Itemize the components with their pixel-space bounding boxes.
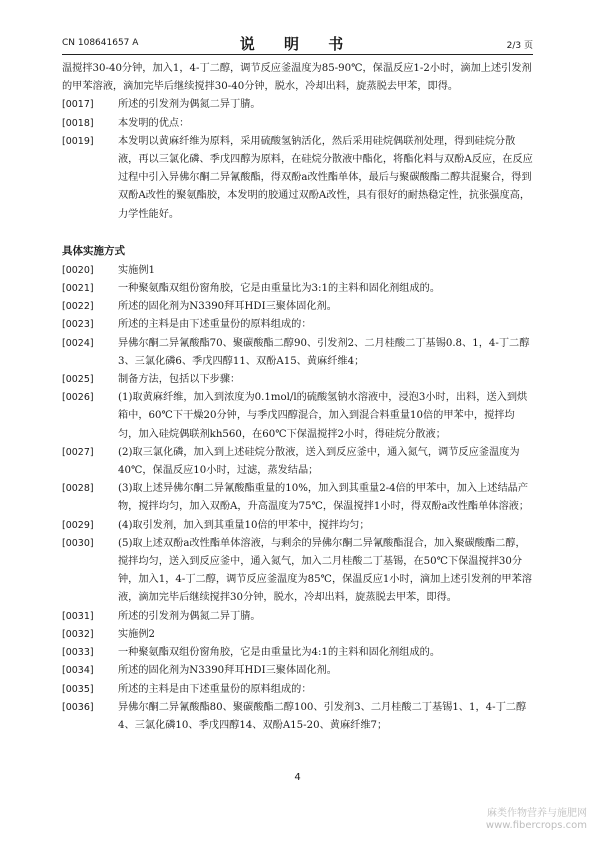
paragraph (62, 699, 533, 735)
paragraph-number: [0027] (62, 446, 94, 458)
paragraph (62, 608, 533, 626)
paragraph-text: 所述的固化剂为N3390拜耳HDI三聚体固化剂。 (118, 301, 337, 313)
paragraph (62, 96, 533, 114)
paragraph-number: [0020] (62, 264, 94, 276)
paragraph-text: 一种聚氨酯双组份窗角胶，它是由重量比为3:1的主料和固化剂组成的。 (118, 283, 441, 295)
paragraph-number: [0030] (62, 537, 94, 549)
paragraph (62, 480, 533, 516)
paragraph-text: (3)取上述异佛尔酮二异氰酸酯重量的10%，加入到其重量2-4倍的甲苯中，加入上述结晶产物，搅拌均匀，加入双酚A，升高温度为75℃，保温搅拌1小时，得双酚a改性酯单体溶液； (118, 483, 530, 513)
paragraph (62, 517, 533, 535)
paragraph-number: [0025] (62, 374, 94, 386)
paragraph-number: [0035] (62, 683, 94, 695)
page-indicator: 2/3 页 (506, 41, 533, 51)
paragraph-text: 所述的固化剂为N3390拜耳HDI三聚体固化剂。 (118, 665, 337, 677)
paragraph-text: 所述的引发剂为偶氮二异丁腈。 (118, 99, 261, 111)
watermark-site-name: 麻类作物营养与施肥网 (487, 808, 587, 819)
paragraph-list-summary (62, 96, 533, 223)
paragraph-number: [0017] (62, 99, 94, 111)
paragraph (62, 115, 533, 133)
paragraph (62, 280, 533, 298)
paragraph (62, 535, 533, 608)
paragraph-text: 异佛尔酮二异氰酸酯70、聚碳酸酯二醇90、引发剂2、二月桂酸二丁基锡0.8、1，4-丁二醇3、三氯化磷6、季戊四醇11、双酚A15、黄麻纤维4； (118, 337, 530, 367)
paragraph-text: 所述的主料是由下述重量份的原料组成的： (118, 683, 312, 695)
paragraph-list-embodiments (62, 262, 533, 735)
paragraph (62, 389, 533, 444)
paragraph-text: (5)取上述双酚a改性酯单体溶液，与剩余的异佛尔酮二异氰酸酯混合，加入聚碳酸酯二醇，搅拌均匀，送入到反应釜中，通入氮气，加入二月桂酸二丁基锡，在50℃下保温搅拌30分钟，加入1，4-丁二醇，调节反应釜温度为85℃，保温反应1小时，滴加上述引发剂的甲苯溶液，滴加完毕后继续搅拌30分钟，脱水，冷却出料，旋蒸脱去甲苯，即得。 (118, 537, 532, 604)
paragraph-text: 制备方法，包括以下步骤： (118, 374, 241, 386)
paragraph-text: 一种聚氨酯双组份窗角胶，它是由重量比为4:1的主料和固化剂组成的。 (118, 647, 441, 659)
paragraph-number: [0022] (62, 301, 94, 313)
paragraph-number: [0026] (62, 392, 94, 404)
paragraph (62, 316, 533, 334)
paragraph-number: [0032] (62, 628, 94, 640)
paragraph-text: 实施例2 (118, 628, 156, 640)
paragraph (62, 298, 533, 316)
document-title: 说 明 书 (239, 35, 356, 53)
paragraph-text: 本发明以黄麻纤维为原料，采用硫酸氢钠活化，然后采用硅烷偶联剂处理，得到硅烷分散液，再以三氯化磷、季戊四醇为原料，在硅烷分散液中酯化，将酯化料与双酚A反应，在反应过程中引入异佛尔酮二异氰酸酯，得双酚a改性酯单体，最后与聚碳酸酯二醇共混聚合，得到双酚A改性的聚氨酯胶，本发明的胶通过双酚A改性，具有很好的耐热稳定性，抗张强度高，力学性能好。 (118, 135, 533, 220)
paragraph-number: [0033] (62, 647, 94, 659)
paragraph (62, 644, 533, 662)
paragraph-number: [0036] (62, 701, 94, 713)
paragraph-text: 本发明的优点： (118, 117, 190, 129)
paragraph-text: (4)取引发剂，加入到其重量10倍的甲苯中，搅拌均匀； (118, 519, 370, 531)
section-title: 具体实施方式 (62, 244, 125, 257)
paragraph-number: [0029] (62, 519, 94, 531)
watermark-site-url: www.fibercrops.com (485, 820, 587, 831)
paragraph (62, 371, 533, 389)
paragraph-number: [0031] (62, 610, 94, 622)
paragraph-number: [0024] (62, 337, 94, 349)
page-header (62, 32, 533, 55)
paragraph (62, 133, 533, 224)
paragraph-text: 实施例1 (118, 264, 156, 276)
paragraph-text: 所述的主料是由下述重量份的原料组成的： (118, 319, 312, 331)
paragraph-number: [0019] (62, 135, 94, 147)
paragraph-number: [0023] (62, 319, 94, 331)
paragraph-number: [0028] (62, 483, 94, 495)
continued-paragraph: 温搅拌30-40分钟，加入1，4-丁二醇，调节反应釜温度为85-90℃，保温反应1-2小时，滴加上述引发剂的甲苯溶液，滴加完毕后继续搅拌30-40分钟，脱水，冷却出料，旋蒸脱去甲苯，即得。 (62, 63, 532, 93)
paragraph-number: [0018] (62, 117, 94, 129)
paragraph-text: (1)取黄麻纤维，加入到浓度为0.1mol/l的硫酸氢钠水溶液中，浸泡3小时，出料，送入到烘箱中，60℃下干燥20分钟，与季戊四醇混合，加入到混合料重量10倍的甲苯中，搅拌均匀，加入硅烷偶联剂kh560，在60℃下保温搅拌2小时，得硅烷分散液； (118, 392, 528, 440)
paragraph (62, 444, 533, 480)
paragraph-text: 异佛尔酮二异氰酸酯80、聚碳酸酯二醇100、引发剂3、二月桂酸二丁基锡1、1，4-丁二醇4、三氯化磷10、季戊四醇14、双酚A15-20、黄麻纤维7； (118, 701, 527, 731)
paragraph (62, 626, 533, 644)
paragraph-text: 所述的引发剂为偶氮二异丁腈。 (118, 610, 261, 622)
paragraph-text: (2)取三氯化磷，加入到上述硅烷分散液，送入到反应釜中，通入氮气，调节反应釜温度为40℃，保温反应10小时，过滤，蒸发结晶； (118, 446, 520, 477)
site-watermark (486, 808, 587, 832)
document-body (62, 60, 533, 735)
paragraph (62, 662, 533, 680)
paragraph (62, 262, 533, 280)
paragraph (62, 335, 533, 371)
page-number: 4 (294, 772, 301, 783)
paragraph (62, 681, 533, 699)
paragraph-number: [0021] (62, 283, 94, 295)
publication-number: CN 108641657 A (62, 38, 139, 48)
paragraph-number: [0034] (62, 665, 94, 677)
